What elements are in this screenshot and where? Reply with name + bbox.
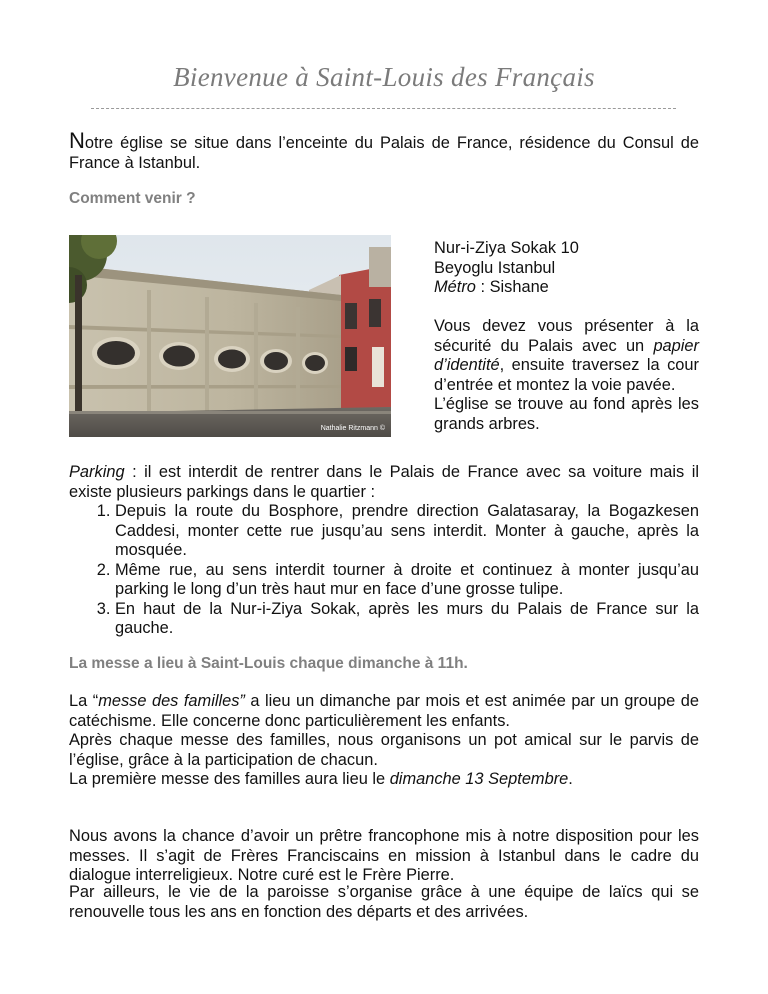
messe-pot-amical: Après chaque messe des familles, nous organisons un pot amical sur le parvis de l’église, grâce à la participation de chacun.: [69, 731, 699, 769]
page-title: Bienvenue à Saint-Louis des Français: [173, 62, 595, 92]
security-text-1: Vous devez vous présenter à la sécurité du Palais avec un: [434, 317, 699, 355]
parking-paragraph: [69, 463, 699, 502]
security-paragraph: [434, 317, 699, 434]
intro-dropcap: N: [69, 128, 85, 153]
address-block: [434, 239, 699, 298]
messe-premiere-text: La première messe des familles aura lieu le: [69, 770, 390, 788]
parking-label: Parking: [69, 463, 125, 481]
address-line-1: Nur-i-Ziya Sokak 10: [434, 239, 579, 257]
paroisse-paragraph: Par ailleurs, le vie de la paroisse s’organise grâce à une équipe de laïcs qui se renouvelle tous les ans en fonction des départs et des arrivées.: [69, 883, 699, 921]
church-photo-image: [69, 235, 391, 437]
heading-comment-venir: Comment venir ?: [69, 190, 196, 207]
metro-label: Métro: [434, 278, 476, 296]
messe-text-1: La “: [69, 692, 99, 710]
intro-text: otre église se situe dans l’enceinte du Palais de France, résidence du Consul de France à Istanbul.: [69, 134, 699, 172]
parking-item: 3. En haut de la Nur-i-Ziya Sokak, après les murs du Palais de France sur la gauche.: [115, 600, 699, 639]
intro-paragraph: [69, 128, 699, 173]
heading-messe: La messe a lieu à Saint-Louis chaque dimanche à 11h.: [69, 655, 468, 672]
security-emphasis: papier d’identité: [434, 336, 699, 374]
parking-item: 2. Même rue, au sens interdit tourner à droite et continuez à monter jusqu’au parking le long d’un très haut mur en face d’une grosse tulipe.: [115, 561, 699, 600]
pretre-paragraph: Nous avons la chance d’avoir un prêtre francophone mis à notre disposition pour les messes. Il s’agit de Frères Franciscains en mission à Istanbul dans le cadre du dialogue interreligieux. Notre curé est le Frère Pierre.: [69, 827, 699, 884]
security-last-line: L’église se trouve au fond après les grands arbres.: [434, 395, 699, 433]
parking-text: : il est interdit de rentrer dans le Palais de France avec sa voiture mais il existe plusieurs parkings dans le quartier :: [69, 463, 699, 501]
messe-text-2: a lieu un dimanche par mois et est animée par un groupe de catéchisme. Elle concerne donc particulièrement les enfants.: [69, 692, 699, 730]
title-separator: [91, 108, 676, 109]
messe-familles-paragraph: [69, 692, 699, 790]
security-text-2: , ensuite traversez la cour d’entrée et montez la voie pavée.: [434, 356, 699, 394]
messe-familles-emphasis: messe des familles”: [98, 692, 245, 710]
photo-credit: Nathalie Ritzmann ©: [320, 425, 385, 432]
messe-period: .: [568, 770, 573, 788]
messe-date: dimanche 13 Septembre: [389, 770, 569, 788]
parking-item: 1. Depuis la route du Bosphore, prendre direction Galatasaray, la Bogazkesen Caddesi, monter cette rue jusqu’au sens interdit. Monter à gauche, après la mosquée.: [115, 502, 699, 561]
address-line-2: Beyoglu Istanbul: [434, 258, 556, 277]
parking-list: [69, 502, 699, 639]
metro-value: : Sishane: [475, 278, 549, 296]
church-photo: [69, 235, 391, 437]
